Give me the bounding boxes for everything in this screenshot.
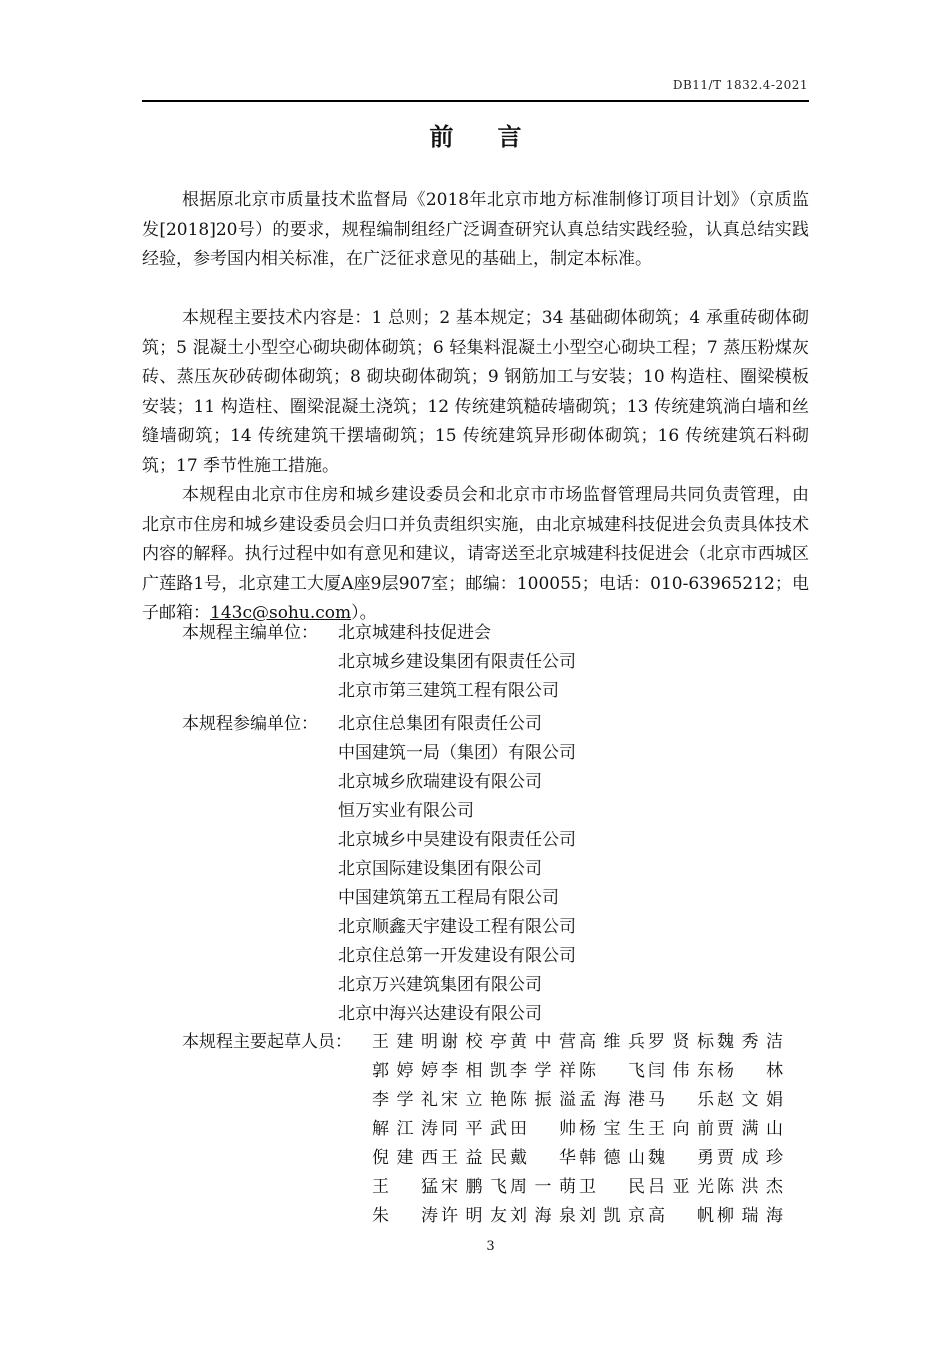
management-text-end: ）。 xyxy=(351,603,377,623)
co-editor-unit: 北京顺鑫天宇建设工程有限公司 xyxy=(338,917,576,937)
drafter-name: 倪建西 xyxy=(372,1148,438,1168)
drafter-name: 李相凯 xyxy=(441,1061,507,1081)
co-editor-unit: 北京城乡中昊建设有限责任公司 xyxy=(338,830,576,850)
co-editor-unit: 中国建筑第五工程局有限公司 xyxy=(338,888,559,908)
drafter-name: 谢校亭 xyxy=(441,1032,507,1052)
drafter-name: 吕亚光 xyxy=(648,1177,714,1197)
paragraph-basis: 根据原北京市质量技术监督局《2018年北京市地方标准制修订项目计划》（京质监发[2018]20号）的要求，规程编制组经广泛调查研究认真总结实践经验，认真总结实践经验，参考国内相关标准，在广泛征求意见的基础上，制定本标准。 xyxy=(142,190,809,269)
drafter-name: 李学礼 xyxy=(372,1090,438,1110)
drafter-name: 马乐 xyxy=(648,1090,714,1110)
paragraph-management xyxy=(142,481,809,629)
standard-code: DB11/T 1832.4-2021 xyxy=(672,78,808,92)
drafter-name: 陈洪杰 xyxy=(717,1177,783,1197)
co-editor-unit: 北京住总第一开发建设有限公司 xyxy=(338,946,576,966)
co-editor-unit: 恒万实业有限公司 xyxy=(338,801,474,821)
drafter-name: 刘海泉 xyxy=(510,1206,576,1226)
drafter-name: 罗贤标 xyxy=(648,1032,714,1052)
drafter-name: 杨宝生 xyxy=(579,1119,645,1139)
drafter-name: 高维兵 xyxy=(579,1032,645,1052)
drafter-name: 陈振溢 xyxy=(510,1090,576,1110)
drafter-name: 解江涛 xyxy=(372,1119,438,1139)
co-editor-unit: 中国建筑一局（集团）有限公司 xyxy=(338,743,576,763)
drafter-name: 高帆 xyxy=(648,1206,714,1226)
co-editor-label: 本规程参编单位： xyxy=(182,714,318,734)
drafter-name: 同平武 xyxy=(441,1119,507,1139)
drafter-name: 韩德山 xyxy=(579,1148,645,1168)
co-editor-unit: 北京中海兴达建设有限公司 xyxy=(338,1004,542,1024)
drafter-name: 陈飞 xyxy=(579,1061,645,1081)
drafter-name: 贾满山 xyxy=(717,1119,783,1139)
co-editor-unit: 北京城乡欣瑞建设有限公司 xyxy=(338,772,542,792)
page-title: 前言 xyxy=(429,122,566,151)
drafter-name: 宋鹏飞 xyxy=(441,1177,507,1197)
drafter-name: 赵文娟 xyxy=(717,1090,783,1110)
co-editor-unit: 北京住总集团有限责任公司 xyxy=(338,714,542,734)
drafter-name: 许明友 xyxy=(441,1206,507,1226)
paragraph-technical-content: 本规程主要技术内容是：1 总则；2 基本规定；34 基础砌体砌筑；4 承重砖砌体砌筑；5 混凝土小型空心砌块砌体砌筑；6 轻集料混凝土小型空心砌块工程；7 蒸压粉煤灰砖、蒸压灰砂砖砌体砌筑；8 砌块砌体砌筑；9 钢筋加工与安装；10 构造柱、圈梁模板安装；11 构造柱、圈梁混凝土浇筑；12 传统建筑糙砖墙砌筑；13 传统建筑淌白墙和丝缝墙砌筑；14 传统建筑干摆墙砌筑；15 传统建筑异形砌体砌筑；16 传统建筑石料砌筑；17 季节性施工措施。 xyxy=(142,308,809,476)
drafter-name: 魏秀洁 xyxy=(717,1032,783,1052)
drafter-name: 宋立艳 xyxy=(441,1090,507,1110)
chief-editor-unit: 北京市第三建筑工程有限公司 xyxy=(338,681,559,701)
co-editor-unit: 北京万兴建筑集团有限公司 xyxy=(338,975,542,995)
co-editor-unit: 北京国际建设集团有限公司 xyxy=(338,859,542,879)
drafter-name: 田帅 xyxy=(510,1119,576,1139)
drafter-name: 柳瑞海 xyxy=(717,1206,783,1226)
drafter-name: 朱涛 xyxy=(372,1206,438,1226)
email-link[interactable]: 143c@sohu.com xyxy=(210,603,352,623)
drafter-name: 周一萌 xyxy=(510,1177,576,1197)
drafter-name: 魏勇 xyxy=(648,1148,714,1168)
drafter-name: 王猛 xyxy=(372,1177,438,1197)
drafter-name: 卫民 xyxy=(579,1177,645,1197)
drafter-name: 刘凯京 xyxy=(579,1206,645,1226)
drafter-name: 李学祥 xyxy=(510,1061,576,1081)
chief-editor-unit: 北京城乡建设集团有限责任公司 xyxy=(338,652,576,672)
page-number: 3 xyxy=(486,1239,495,1254)
drafter-name: 杨林 xyxy=(717,1061,783,1081)
drafter-name: 王建明 xyxy=(372,1032,438,1052)
drafter-name: 闫伟东 xyxy=(648,1061,714,1081)
drafter-name: 黄中营 xyxy=(510,1032,576,1052)
drafter-name: 王向前 xyxy=(648,1119,714,1139)
chief-editor-label: 本规程主编单位： xyxy=(182,623,318,643)
management-text: 本规程由北京市住房和城乡建设委员会和北京市市场监督管理局共同负责管理，由北京市住房和城乡建设委员会归口并负责组织实施，由北京城建科技促进会负责具体技术内容的解释。执行过程中如有意见和建议，请寄送至北京城建科技促进会（北京市西城区广莲路1号，北京建工大厦A座9层907室；邮编：100055；电话：010-63965212；电子邮箱： xyxy=(142,485,809,623)
drafter-name: 贾成珍 xyxy=(717,1148,783,1168)
header-rule xyxy=(142,100,809,102)
drafters-label: 本规程主要起草人员： xyxy=(182,1032,352,1052)
chief-editor-unit: 北京城建科技促进会 xyxy=(338,623,491,643)
drafter-name: 郭婷婷 xyxy=(372,1061,438,1081)
drafter-name: 戴华 xyxy=(510,1148,576,1168)
drafter-name: 孟海港 xyxy=(579,1090,645,1110)
drafter-name: 王益民 xyxy=(441,1148,507,1168)
